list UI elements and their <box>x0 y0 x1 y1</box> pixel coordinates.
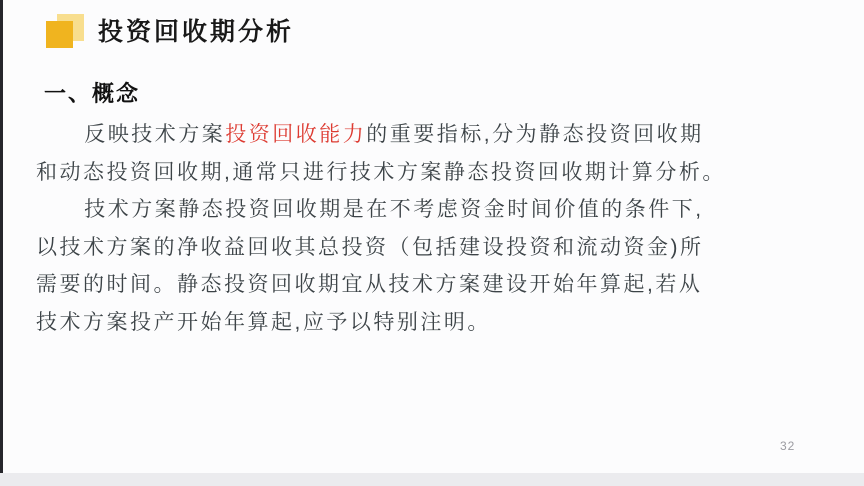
slide-title: 投资回收期分析 <box>98 18 295 46</box>
body-text <box>36 116 832 341</box>
body-line-5: 需要的时间。静态投资回收期宜从技术方案建设开始年算起,若从 <box>36 273 703 296</box>
body-line-2: 和动态投资回收期,通常只进行技术方案静态投资回收期计算分析。 <box>36 160 726 184</box>
body-line-1 <box>36 116 832 154</box>
slide-header <box>46 14 294 50</box>
section-heading: 一、概念 <box>44 81 141 106</box>
body-line-1-post: 的重要指标,分为静态投资回收期 <box>366 123 704 146</box>
body-line-3: 技术方案静态投资回收期是在不考虑资金时间价值的条件下, <box>84 198 704 221</box>
title-bullet-icon <box>46 14 84 50</box>
body-line-6: 技术方案投产开始年算起,应予以特别注明。 <box>36 310 491 334</box>
left-edge-bar <box>0 0 3 473</box>
body-line-1-pre: 反映技术方案 <box>84 123 226 146</box>
body-line-4: 以技术方案的净收益回收其总投资（包括建设投资和流动资金)所 <box>36 235 704 259</box>
body-line-1-red-emphasis: 投资回收能力 <box>225 123 367 146</box>
bottom-edge-bar <box>0 473 864 486</box>
title-bullet-icon-front-square <box>46 21 73 48</box>
page-number: 32 <box>780 439 796 453</box>
